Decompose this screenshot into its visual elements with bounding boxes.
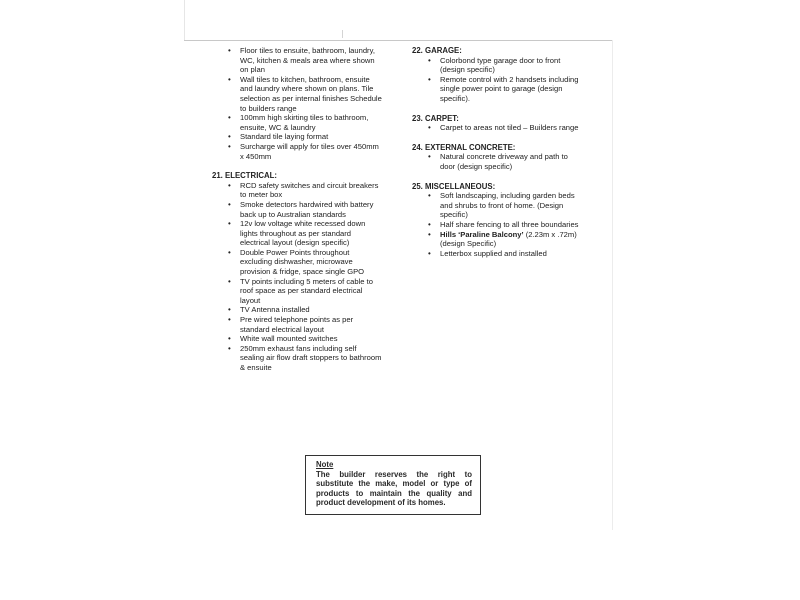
section-heading-electrical: 21. ELECTRICAL: xyxy=(212,171,277,181)
list-item: • Soft landscaping, including garden beds and shrubs to front of home. (Design specific) xyxy=(412,191,582,220)
builder-note-box xyxy=(305,455,481,515)
list-item: • Smoke detectors hardwired with battery back up to Australian standards xyxy=(212,200,382,219)
garage-list xyxy=(412,56,582,104)
list-item: • Surcharge will apply for tiles over 450mm x 450mm xyxy=(212,142,382,161)
page-edge-right xyxy=(612,40,613,530)
carpet-section xyxy=(412,114,582,133)
list-item: • Pre wired telephone points as per standard electrical layout xyxy=(212,315,382,334)
list-item: • 12v low voltage white recessed down lights throughout as per standard electrical layout (design specific) xyxy=(212,219,382,248)
list-item: • Double Power Points throughout excluding dishwasher, microwave provision & fridge, space single GPO xyxy=(212,248,382,277)
balcony-product-name: Hills ‘Paraline Balcony’ xyxy=(440,229,524,239)
list-item: • Floor tiles to ensuite, bathroom, laundry, WC, kitchen & meals area where shown on plan xyxy=(212,46,382,75)
note-body: The builder reserves the right to substitute the make, model or type of products to maintain the quality and product development of its homes. xyxy=(316,469,472,508)
list-item: • Colorbond type garage door to front (design specific) xyxy=(412,56,582,75)
external-concrete-list xyxy=(412,152,582,171)
electrical-list xyxy=(212,181,382,373)
list-item: • Letterbox supplied and installed xyxy=(412,249,582,259)
note-title: Note xyxy=(316,460,334,469)
list-item: • TV points including 5 meters of cable to roof space as per standard electrical layout xyxy=(212,277,382,306)
garage-section xyxy=(412,46,582,104)
list-item: • RCD safety switches and circuit breakers to meter box xyxy=(212,181,382,200)
list-item: • Standard tile laying format xyxy=(212,132,382,142)
section-heading-external-concrete: 24. EXTERNAL CONCRETE: xyxy=(412,142,516,152)
list-item: • TV Antenna installed xyxy=(212,305,382,315)
section-heading-miscellaneous: 25. MISCELLANEOUS: xyxy=(412,181,496,191)
carpet-list xyxy=(412,123,582,133)
tiles-list xyxy=(212,46,382,161)
miscellaneous-section xyxy=(412,182,582,259)
section-heading-garage: 22. GARAGE: xyxy=(412,46,462,55)
list-item: • Remote control with 2 handsets including single power point to garage (design specific). xyxy=(412,75,582,104)
miscellaneous-list xyxy=(412,191,582,258)
section-heading-carpet: 23. CARPET: xyxy=(412,113,459,123)
list-item: • Natural concrete driveway and path to door (design specific) xyxy=(412,152,582,171)
list-item-balcony xyxy=(412,230,582,249)
electrical-section xyxy=(212,171,382,372)
list-item: • 100mm high skirting tiles to bathroom, ensuite, WC & laundry xyxy=(212,113,382,132)
right-column xyxy=(412,46,582,258)
list-item: • White wall mounted switches xyxy=(212,334,382,344)
list-item: • Carpet to areas not tiled – Builders range xyxy=(412,123,582,133)
top-rule xyxy=(184,40,612,41)
list-item: • Half share fencing to all three boundaries xyxy=(412,220,582,230)
left-column xyxy=(212,46,382,373)
balcony-dimensions: (2.23m x .72m) (design Specific) xyxy=(440,229,577,249)
page-edge-left xyxy=(184,0,185,40)
external-concrete-section xyxy=(412,143,582,172)
list-item: • Wall tiles to kitchen, bathroom, ensuite and laundry where shown on plans. Tile selection as per internal finishes Schedule to builders range xyxy=(212,75,382,113)
list-item: • 250mm exhaust fans including self sealing air flow draft stoppers to bathroom & ensuite xyxy=(212,344,382,373)
top-tick-mark xyxy=(342,30,343,38)
